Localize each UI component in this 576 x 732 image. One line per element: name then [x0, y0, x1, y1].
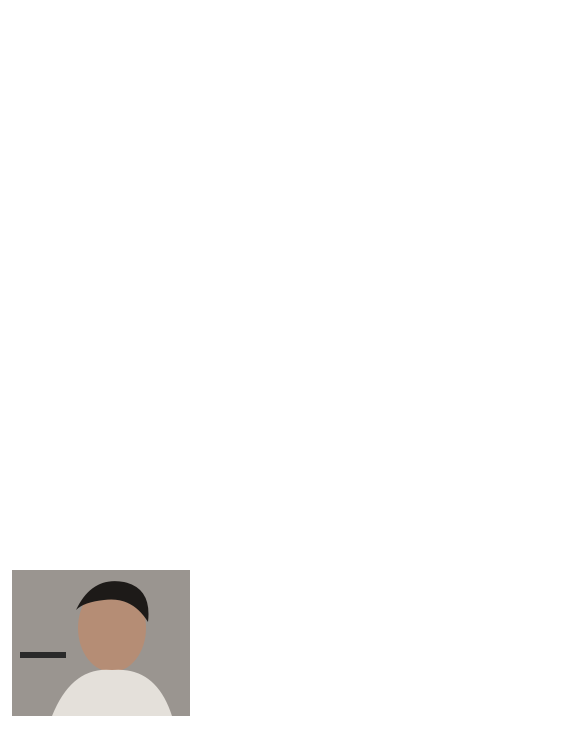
- sub-article-body: [198, 620, 564, 731]
- article-line: [14, 526, 562, 548]
- headline-bar: [0, 0, 576, 52]
- article-line: [14, 415, 562, 437]
- article-line: [14, 437, 562, 459]
- article-line: [14, 104, 562, 126]
- article-line: [198, 664, 564, 686]
- person-photo-icon: [12, 570, 190, 716]
- article-line: [14, 82, 562, 104]
- article-line: [14, 149, 562, 171]
- article-line: [14, 238, 562, 260]
- article-line: [14, 393, 562, 415]
- article-line: [14, 127, 562, 149]
- person-photo: [12, 570, 190, 716]
- article-line: [14, 459, 562, 481]
- article-body: [14, 60, 562, 548]
- sub-headline-bar: [198, 578, 564, 612]
- article-line: [14, 482, 562, 504]
- article-line: [198, 709, 564, 731]
- article-line: [14, 260, 562, 282]
- article-line: [14, 304, 562, 326]
- article-line: [14, 171, 562, 193]
- article-line: [14, 348, 562, 370]
- article-line: [198, 687, 564, 709]
- article-line: [198, 642, 564, 664]
- article-line: [14, 60, 562, 82]
- article-line: [14, 282, 562, 304]
- article-line: [14, 326, 562, 348]
- article-line: [198, 620, 564, 642]
- article-line: [14, 215, 562, 237]
- article-line: [14, 193, 562, 215]
- article-line: [14, 504, 562, 526]
- article-line: [14, 371, 562, 393]
